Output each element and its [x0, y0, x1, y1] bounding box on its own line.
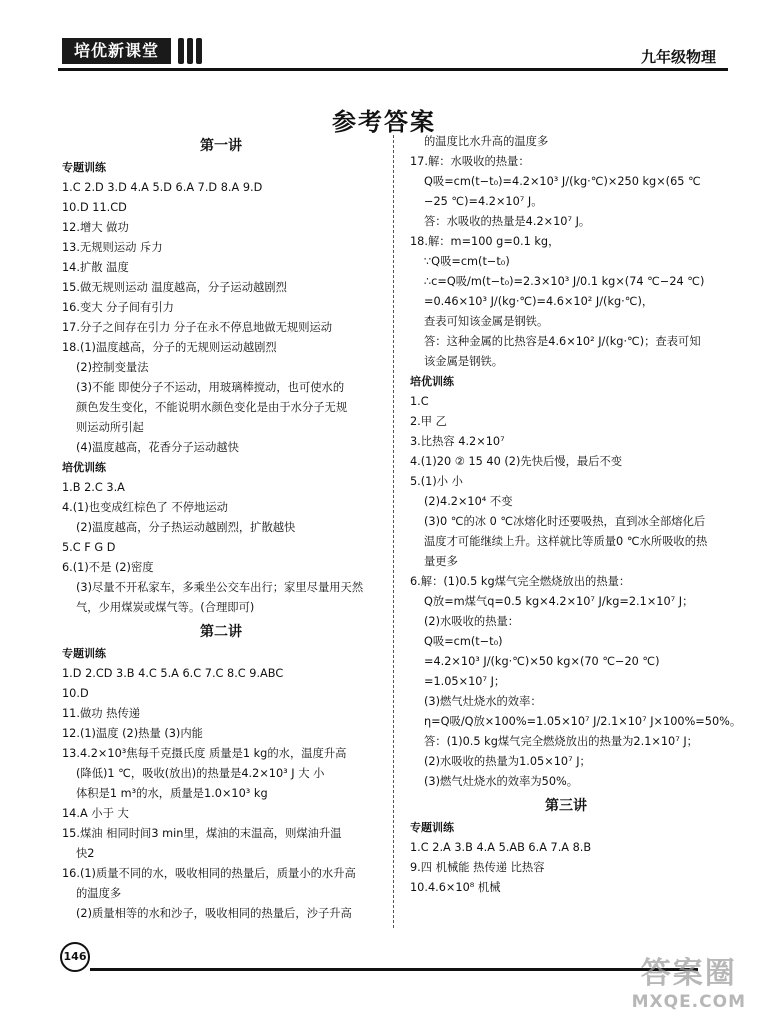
- answer-line: 1.B 2.C 3.A: [62, 481, 125, 494]
- answer-line: 17.解：水吸收的热量：: [410, 155, 530, 168]
- answer-line: 的温度比水升高的温度多: [424, 135, 549, 148]
- column-divider: [393, 135, 394, 928]
- answer-line: 则运动所引起: [76, 421, 144, 434]
- answer-line: Q放=m煤气q=0.5 kg×4.2×10⁷ J/kg=2.1×10⁷ J；: [424, 595, 694, 608]
- answer-line: Q吸=cm(t−t₀)=4.2×10³ J/(kg·℃)×250 kg×(65 ℃: [424, 175, 701, 188]
- answer-line: (3)0 ℃的冰 0 ℃冰熔化时还要吸热，直到冰全部熔化后: [424, 515, 706, 528]
- answer-line: (2)质量相等的水和沙子，吸收相同的热量后，沙子升高: [76, 907, 352, 920]
- answer-line: 10.4.6×10⁸ 机械: [410, 881, 501, 894]
- answer-line: (4)温度越高，花香分子运动越快: [76, 441, 239, 454]
- answer-line: 6.(1)不是 (2)密度: [62, 561, 154, 574]
- answer-line: 1.C 2.A 3.B 4.A 5.AB 6.A 7.A 8.B: [410, 841, 592, 854]
- answer-line: 1.C: [410, 395, 429, 408]
- answer-line: 12.增大 做功: [62, 221, 129, 234]
- answer-line: 4.(1)20 ② 15 40 (2)先快后慢，最后不变: [410, 455, 623, 468]
- right-column: [410, 132, 742, 898]
- section-heading: 培优训练: [62, 461, 106, 474]
- header-badge: 培优新课堂: [62, 38, 171, 64]
- section-heading: 专题训练: [62, 161, 106, 174]
- answer-line: =4.2×10³ J/(kg·℃)×50 kg×(70 ℃−20 ℃): [424, 655, 660, 668]
- answer-line: 1.D 2.CD 3.B 4.C 5.A 6.C 7.C 8.C 9.ABC: [62, 667, 284, 680]
- answer-line: 查表可知该金属是钢铁。: [424, 315, 549, 328]
- watermark-logo: [632, 948, 746, 1012]
- answer-line: 15.煤油 相同时间3 min里，煤油的末温高，则煤油升温: [62, 827, 342, 840]
- answer-line: 13.无规则运动 斥力: [62, 241, 163, 254]
- answer-line: 1.C 2.D 3.D 4.A 5.D 6.A 7.D 8.A 9.D: [62, 181, 263, 194]
- answer-line: (3)燃气灶烧水的效率为50%。: [424, 775, 579, 788]
- header-bars-decoration: [178, 38, 202, 64]
- answer-line: 5.C F G D: [62, 541, 116, 554]
- lecture-title: 第三讲: [545, 798, 587, 814]
- section-heading: 培优训练: [410, 375, 454, 388]
- answer-line: 量更多: [424, 555, 458, 568]
- watermark-url: MXQE.COM: [631, 992, 746, 1012]
- left-column: [62, 132, 380, 924]
- answer-line: 9.四 机械能 热传递 比热容: [410, 861, 545, 874]
- answer-line: 14.A 小于 大: [62, 807, 129, 820]
- answer-line: 快2: [76, 847, 95, 860]
- section-heading: 专题训练: [62, 647, 106, 660]
- answer-line: 答：这种金属的比热容是4.6×10² J/(kg·℃)；查表可知: [424, 335, 701, 348]
- answer-line: 该金属是钢铁。: [424, 355, 504, 368]
- answer-line: ∵Q吸=cm(t−t₀): [424, 255, 510, 268]
- answer-line: 18.解：m=100 g=0.1 kg，: [410, 235, 560, 248]
- answer-line: 16.(1)质量不同的水，吸收相同的热量后，质量小的水升高: [62, 867, 356, 880]
- answer-line: 13.4.2×10³焦每千克摄氏度 质量是1 kg的水，温度升高: [62, 747, 347, 760]
- header-rule: [58, 68, 728, 71]
- answer-line: 答：(1)0.5 kg煤气完全燃烧放出的热量为2.1×10⁷ J；: [424, 735, 698, 748]
- answer-line: 气，少用煤炭或煤气等。(合理即可): [76, 601, 255, 614]
- answer-line: =0.46×10³ J/(kg·℃)=4.6×10² J/(kg·℃)，: [424, 295, 654, 308]
- page-title: 参考答案: [332, 108, 436, 136]
- answer-line: =1.05×10⁷ J；: [424, 675, 506, 688]
- answer-line: 5.(1)小 小: [410, 475, 463, 488]
- answer-line: η=Q吸/Q放×100%=1.05×10⁷ J/2.1×10⁷ J×100%=50%。: [424, 715, 742, 728]
- watermark-text: 答案圈: [640, 956, 737, 991]
- header-subject: 九年级物理: [640, 48, 716, 66]
- answer-line: (3)不能 即使分子不运动，用玻璃棒搅动，也可使水的: [76, 381, 345, 394]
- section-heading: 专题训练: [410, 821, 454, 834]
- answer-line: (3)燃气灶烧水的效率：: [424, 695, 542, 708]
- footer-rule: [90, 968, 698, 971]
- answer-line: Q吸=cm(t−t₀): [424, 635, 503, 648]
- answer-line: 17.分子之间存在引力 分子在永不停息地做无规则运动: [62, 321, 333, 334]
- answer-line: 答：水吸收的热量是4.2×10⁷ J。: [424, 215, 591, 228]
- answer-line: (2)温度越高，分子热运动越剧烈，扩散越快: [76, 521, 296, 534]
- answer-line: 2.甲 乙: [410, 415, 447, 428]
- answer-line: 16.变大 分子间有引力: [62, 301, 174, 314]
- lecture-title: 第二讲: [200, 624, 242, 640]
- page-number: 146: [60, 942, 90, 972]
- answer-line: 10.D 11.CD: [62, 201, 127, 214]
- answer-line: (2)水吸收的热量：: [424, 615, 520, 628]
- answer-line: (3)尽量不开私家车，多乘坐公交车出行；家里尽量用天然: [76, 581, 364, 594]
- answer-line: 3.比热容 4.2×10⁷: [410, 435, 505, 448]
- answer-line: 4.(1)也变成红棕色了 不停地运动: [62, 501, 228, 514]
- answer-line: (降低)1 ℃，吸收(放出)的热量是4.2×10³ J 大 小: [76, 767, 325, 780]
- answer-line: (2)4.2×10⁴ 不变: [424, 495, 513, 508]
- answer-line: 颜色发生变化，不能说明水颜色变化是由于水分子无规: [76, 401, 348, 414]
- answer-line: 温度才可能继续上升。这样就比等质量0 ℃水所吸收的热: [424, 535, 708, 548]
- answer-line: (2)水吸收的热量为1.05×10⁷ J；: [424, 755, 591, 768]
- answer-line: 15.做无规则运动 温度越高，分子运动越剧烈: [62, 281, 287, 294]
- answer-line: ∴c=Q吸/m(t−t₀)=2.3×10³ J/0.1 kg×(74 ℃−24 ℃): [424, 275, 705, 288]
- lecture-title: 第一讲: [200, 138, 242, 154]
- answer-line: 体积是1 m³的水，质量是1.0×10³ kg: [76, 787, 268, 800]
- answer-line: −25 ℃)=4.2×10⁷ J。: [424, 195, 543, 208]
- answer-line: 18.(1)温度越高，分子的无规则运动越剧烈: [62, 341, 277, 354]
- answer-line: 11.做功 热传递: [62, 707, 141, 720]
- answer-line: 14.扩散 温度: [62, 261, 129, 274]
- answer-line: 6.解：(1)0.5 kg煤气完全燃烧放出的热量：: [410, 575, 631, 588]
- answer-line: 10.D: [62, 687, 89, 700]
- answer-line: 12.(1)温度 (2)热量 (3)内能: [62, 727, 203, 740]
- answer-line: 的温度多: [76, 887, 122, 900]
- answer-line: (2)控制变量法: [76, 361, 149, 374]
